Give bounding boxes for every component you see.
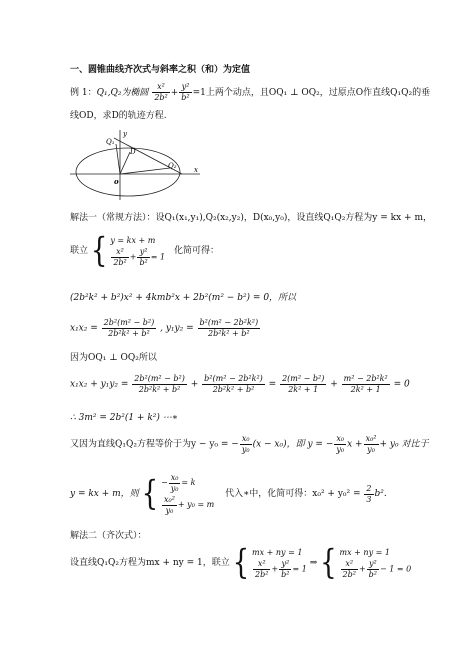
also-line: 又因为直线Q₁Q₂方程等价于为y − y₀ = − $\frac{\text{x₀}}{\text{y₀}}$ (x − x₀)，即 y = − $\frac{\text{x₀}}{\text{y₀}}$ x + $\frac{\text{x₀²}}{\text{y₀}}$ + y₀ 对比于 (70, 434, 429, 454)
compare-line: y = kx + m，则 { − $\frac{\text{x₀}}{\text{y₀}}$ = k $\frac{\text{x₀²}}{\text{y₀}}$ + y₀ = m 代入∗中，化简可得：x₀² + y₀² = $\frac{2}{3}$ b². (70, 472, 387, 515)
example-line-2: 线OD，求D的轨迹方程. (70, 111, 167, 121)
product-line (70, 318, 261, 344)
prod-y-lhs: , y₁y₂ = (160, 323, 194, 334)
implies-arrow: ⇒ (309, 558, 318, 568)
method2-system-b: mx + ny = 1 $\frac{\text{x²}}{\text{2b²}}$ + $\frac{\text{y²}}{\text{b²}}$ − 1 = 0 (339, 548, 412, 579)
compare-system: − $\frac{\text{x₀}}{\text{y₀}}$ = k $\frac{\text{x₀²}}{\text{y₀}}$ + y₀ = m (160, 472, 215, 515)
label-x: x (194, 166, 198, 174)
method1-line-1: 解法一（常规方法）：设Q₁(x₁,y₁),Q₂(x₂,y₂)，D(x₀,y₀)，设直线Q₁Q₂方程为y = kx + m， (70, 213, 432, 223)
prod-y-frac: $\frac{\text{b²(m² − 2b²k²)}}{\text{2b²k² + b²}}$ (199, 318, 259, 338)
ellipse-frac-2: $\frac{\text{y²}}{\text{b²}}$ (181, 82, 190, 102)
system-eq-2: $\frac{\text{x²}}{\text{2b²}}$ + $\frac{\text{y²}}{\text{b²}}$ = 1 (113, 247, 166, 267)
ellipse-curve (76, 148, 180, 196)
example-text-2: =1上两个动点，且OQ₁ ⊥ OQ₂，过原点O作直线Q₁Q₂的垂 (192, 88, 431, 98)
compare-lhs: y = kx + m，则 (70, 489, 139, 499)
method2-setup: 设直线Q₁Q₂方程为mx + ny = 1，联立 (70, 558, 230, 568)
example-line-1: 例 1：Q₁,Q₂为椭圆 $\frac{\text{x²}}{\text{2b²}}$ + $\frac{\text{y²}}{\text{b²}}$ =1上两个动点，且OQ₁ ⊥ OQ₂，过原点O作直线Q₁Q₂的垂 (70, 82, 431, 102)
example-text-1: Q₁,Q₂为椭圆 (96, 88, 149, 98)
label-d: D (130, 148, 136, 156)
label-o: o (114, 177, 119, 186)
method2-line-1: 解法二（齐次式）： (70, 531, 147, 541)
system-brace: { (90, 231, 108, 271)
prod-x-frac: $\frac{\text{2b²(m² − b²)}}{\text{2b²k² + b²}}$ (103, 318, 155, 338)
segment-oq2 (120, 168, 170, 174)
compare-substitute: 代入∗中，化简可得：x₀² + y₀² = (225, 489, 361, 499)
sum-line: x₁x₂ + y₁y₂ = $\frac{\text{2b²(m² − b²)}}{\text{2b²k² + b²}}$ + $\frac{\text{b²(m² − 2b²k²)}}{\text{2b²k² + b²}}$ = $\frac{\text{2(m² − b²)}}{\text{2k² + 1}}$ + $\frac{\text{m² − 2b²k²}}{\text{2k² + 1}}$ = 0 (70, 374, 410, 394)
ellipse-frac-1: $\frac{\text{x²}}{\text{2b²}}$ (154, 82, 168, 102)
method2-line-2: 设直线Q₁Q₂方程为mx + ny = 1，联立 { mx + ny = 1 $\frac{\text{x²}}{\text{2b²}}$ + $\frac{\text{y²}}{\text{b²}}$ = 1 ⇒ { mx + ny = 1 $\frac{\text{x²}}{\text{2b²}}$ + $\frac{\text{y²}}{\text{b²}}$ − 1 = 0 (70, 543, 412, 583)
label-q2: Q₂ (168, 162, 177, 170)
quadratic-equation: (2b²k² + b²)x² + 4kmb²x + 2b²(m² − b²) = 0，所以 (70, 293, 297, 303)
sum-frac-2: $\frac{\text{b²(m² − 2b²k²)}}{\text{2b²k² + b²}}$ (204, 374, 263, 394)
system-label: 联立 (70, 246, 89, 256)
label-q1: Q₁ (106, 138, 115, 146)
system-equations (110, 234, 165, 268)
simplify-text: 化简可得： (173, 246, 219, 256)
label-y: y (123, 130, 127, 138)
sum-lhs: x₁x₂ + y₁y₂ = (70, 379, 129, 390)
sum-frac-4: $\frac{\text{m² − 2b²k²}}{\text{2k² + 1}}$ (343, 374, 388, 394)
ellipse-figure (70, 128, 200, 200)
example-prefix: 例 1： (70, 88, 97, 98)
method2-system-a: mx + ny = 1 $\frac{\text{x²}}{\text{2b²}}$ + $\frac{\text{y²}}{\text{b²}}$ = 1 (252, 548, 307, 579)
sum-frac-1: $\frac{\text{2b²(m² − b²)}}{\text{2b²k² + b²}}$ (134, 374, 185, 394)
compare-brace: { (141, 474, 159, 514)
perpendicular-line: 因为OQ₁ ⊥ OQ₂所以 (70, 353, 157, 363)
sum-frac-3: $\frac{\text{2(m² − b²)}}{\text{2k² + 1}}$ (282, 374, 325, 394)
system-eq-1: y = kx + m (110, 236, 156, 245)
segment-od (120, 152, 130, 174)
section-heading: 一、圆锥曲线齐次式与斜率之积（和）为定值 (70, 65, 251, 75)
prod-x-lhs: x₁x₂ = (70, 323, 98, 334)
therefore-line: ∴ 3m² = 2b²(1 + k²) ⋯∗ (70, 413, 178, 423)
method1-system (70, 231, 219, 276)
